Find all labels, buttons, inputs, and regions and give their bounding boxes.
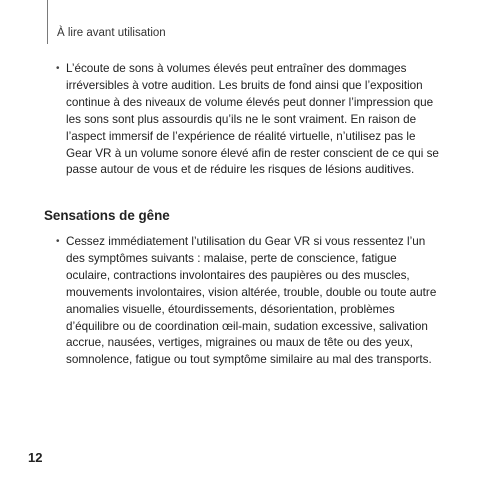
bullet-text: L’écoute de sons à volumes élevés peut entraîner des dommages irréversibles à votre audition. Les bruits de fond ainsi que l’exposition continue à des niveaux de volume élevés peut donner l’impression que les sons sont plus assourdis qu’ils ne le sont vraiment. En raison de l’aspect immersif de l’expérience de réalité virtuelle, n’utilisez pas le Gear VR à un volume sonore élevé afin de rester conscient de ce qui se passe autour de vous et de réduire les risques de lésions auditives. [66, 62, 439, 177]
header-rule [47, 0, 48, 44]
list-item [44, 234, 444, 369]
bullet-icon: • [56, 63, 60, 74]
running-header: À lire avant utilisation [57, 27, 166, 39]
list-item [44, 61, 444, 179]
bullet-icon: • [56, 236, 60, 247]
section-heading: Sensations de gêne [44, 208, 170, 223]
discomfort-warning-list [44, 234, 444, 369]
page-number: 12 [28, 450, 43, 465]
hearing-warning-list [44, 61, 444, 179]
bullet-text: Cessez immédiatement l’utilisation du Gear VR si vous ressentez l’un des symptômes suivants : malaise, perte de conscience, fatigue oculaire, contractions involontaires des paupières ou des muscles, mouvements involontaires, vision altérée, trouble, double ou toute autre anomalies visuelle, étourdissements, désorientation, problèmes d’équilibre ou de coordination œil-main, sudation excessive, salivation accrue, nausées, vertiges, migraines ou maux de tête ou des yeux, somnolence, fatigue ou tout symptôme similaire au mal des transports. [66, 235, 437, 367]
